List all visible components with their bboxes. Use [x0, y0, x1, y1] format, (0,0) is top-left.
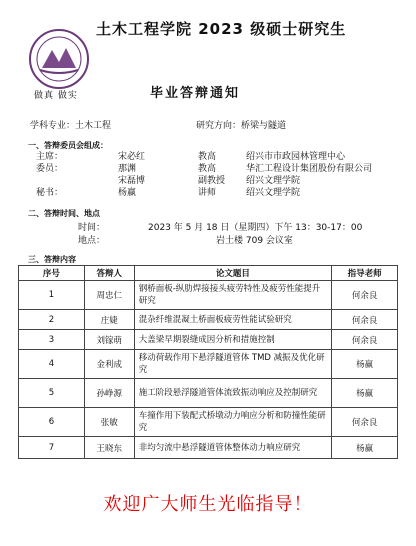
page-title: 土木工程学院 2023 级硕士研究生 — [96, 20, 347, 38]
table-row — [19, 310, 398, 330]
row-number: 2 — [19, 310, 85, 330]
student-name: 刘镓萌 — [84, 330, 134, 350]
thesis-title: 钢桥面板-纵肋焊接接头疲劳特性及疲劳性能提升研究 — [134, 281, 331, 310]
thesis-title: 车撞作用下装配式桥墩动力响应分析和防撞性能研究 — [134, 408, 331, 437]
col-header-no: 序号 — [19, 266, 85, 281]
committee-title: 教高 — [198, 152, 217, 162]
committee-name: 宋磊博 — [118, 176, 146, 186]
advisor-name: 杨赢 — [332, 350, 398, 379]
committee-title: 教高 — [198, 164, 217, 174]
col-header-title: 论文题目 — [134, 266, 331, 281]
committee-role: 委员： — [36, 164, 64, 174]
thesis-title: 混杂纤维混凝土桥面板疲劳性能试验研究 — [134, 310, 331, 330]
committee-name: 那渊 — [118, 164, 137, 174]
content-heading: 三、答辩内容 — [28, 255, 76, 264]
student-name: 庄婕 — [84, 310, 134, 330]
table-row — [19, 437, 398, 459]
major-label: 学科专业：土木工程 — [30, 121, 112, 131]
committee-org: 华汇工程设计集团股份有限公司 — [246, 164, 373, 174]
row-number: 1 — [19, 281, 85, 310]
place-label: 地点： — [78, 236, 106, 246]
student-name: 王晓东 — [84, 437, 134, 459]
thesis-title: 非均匀流中悬浮隧道管体整体动力响应研究 — [134, 437, 331, 459]
advisor-name: 何余良 — [332, 408, 398, 437]
table-row — [19, 350, 398, 379]
time-value: 2023 年 5 月 18 日（星期四）下午 13：30-17：00 — [148, 223, 363, 233]
col-header-student: 答辩人 — [84, 266, 134, 281]
committee-org: 绍兴文理学院 — [246, 188, 301, 198]
table-row — [19, 281, 398, 310]
university-logo — [28, 28, 90, 90]
committee-heading: 一、答辩委员会组成： — [28, 141, 108, 150]
direction-label: 研究方向：桥梁与隧道 — [196, 121, 287, 131]
thesis-table — [18, 265, 398, 459]
advisor-name: 杨赢 — [332, 379, 398, 408]
committee-name: 宋必红 — [118, 152, 146, 162]
thesis-title: 移动荷载作用下悬浮隧道管体 TMD 减振及优化研究 — [134, 350, 331, 379]
committee-org: 绍兴市市政园林管理中心 — [246, 152, 346, 162]
committee-role: 秘书： — [36, 188, 64, 198]
table-row — [19, 379, 398, 408]
committee-title: 副教授 — [198, 176, 226, 186]
committee-name: 杨赢 — [118, 188, 137, 198]
student-name: 张敏 — [84, 408, 134, 437]
welcome-message: 欢迎广大师生光临指导！ — [103, 494, 313, 515]
place-value: 岩土楼 709 会议室 — [216, 236, 293, 246]
table-row — [19, 408, 398, 437]
advisor-name: 杨赢 — [332, 437, 398, 459]
time-label: 时间： — [78, 223, 106, 233]
committee-title: 讲师 — [198, 188, 217, 198]
committee-org: 绍兴文理学院 — [246, 176, 301, 186]
row-number: 4 — [19, 350, 85, 379]
row-number: 5 — [19, 379, 85, 408]
advisor-name: 何余良 — [332, 310, 398, 330]
advisor-name: 何余良 — [332, 330, 398, 350]
thesis-title: 大盖梁早期裂缝成因分析和措施控制 — [134, 330, 331, 350]
row-number: 7 — [19, 437, 85, 459]
row-number: 3 — [19, 330, 85, 350]
table-row — [19, 330, 398, 350]
table-header-row — [19, 266, 398, 281]
row-number: 6 — [19, 408, 85, 437]
notice-title: 毕业答辩通知 — [150, 86, 241, 101]
student-name: 金利成 — [84, 350, 134, 379]
advisor-name: 何余良 — [332, 281, 398, 310]
thesis-title: 施工阶段悬浮隧道管体流致振动响应及控制研究 — [134, 379, 331, 408]
committee-role: 主席： — [36, 152, 64, 162]
motto: 做真 做实 — [34, 91, 78, 101]
col-header-advisor: 指导老师 — [332, 266, 398, 281]
time-place-heading: 二、答辩时间、地点 — [28, 209, 100, 218]
student-name: 周忠仁 — [84, 281, 134, 310]
student-name: 孙峥源 — [84, 379, 134, 408]
